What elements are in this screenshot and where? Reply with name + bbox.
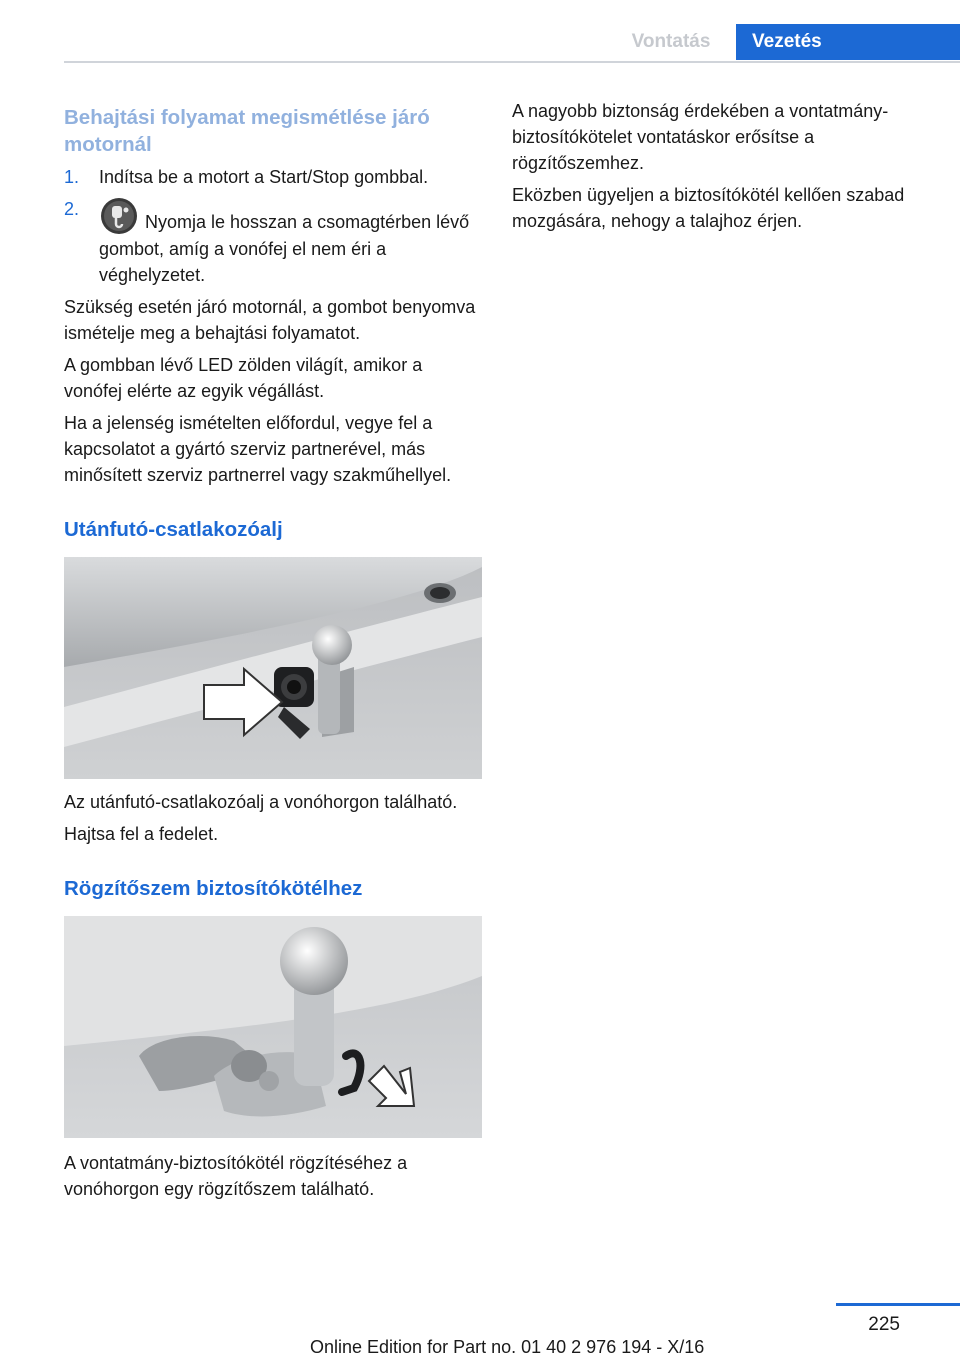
- step-number: 2.: [64, 199, 80, 219]
- paragraph: Ha a jelenség ismételten előfordul, vegye fel a kapcsolatot a gyártó szerviz partnerével, más minősített szerviz partnerrel vagy szakműhellyel.: [64, 413, 452, 485]
- paragraph: Szükség esetén járó motornál, a gombot benyomva ismételje meg a behajtási folyamatot.: [64, 297, 476, 343]
- header-tab-vezetes[interactable]: Vezetés: [736, 24, 960, 60]
- paragraph: Hajtsa fel a fedelet.: [64, 824, 219, 844]
- header-divider: [64, 61, 960, 63]
- trailer-socket-illustration: [64, 557, 482, 779]
- header-tab-vontatas[interactable]: Vontatás: [631, 31, 711, 52]
- footer-accent-line: [836, 1303, 960, 1306]
- left-column: [64, 104, 482, 1202]
- eyelet-figure: [64, 916, 482, 1138]
- paragraph: A gombban lévő LED zölden világít, amikor a vonófej elérte az egyik végállást.: [64, 355, 423, 401]
- section-title-repeat-extension: Behajtási folyamat megismétlése járó motornál: [64, 106, 430, 156]
- right-column: [512, 101, 930, 234]
- paragraph: A vontatmány-biztosítókötél rögzítéséhez a vonóhorgon egy rögzítőszem található.: [64, 1153, 408, 1199]
- page-number: 225: [868, 1314, 900, 1335]
- step-number: 1.: [64, 167, 80, 187]
- section-title-trailer-socket: Utánfutó-csatlakozóalj: [64, 518, 283, 541]
- trailer-socket-figure: [64, 557, 482, 779]
- step-list: [64, 164, 482, 288]
- section-title-eyelet: Rögzítőszem biztosítókötélhez: [64, 877, 363, 900]
- edition-text: Online Edition for Part no. 01 40 2 976 194 - X/16: [310, 1337, 705, 1357]
- tow-hook-button-icon: [99, 196, 139, 236]
- paragraph: Eközben ügyeljen a biztosítókötél kellően szabad mozgására, nehogy a talajhoz érjen.: [512, 185, 905, 231]
- step-text: Indítsa be a motort a Start/Stop gombbal.: [99, 167, 429, 187]
- step-text: Nyomja le hosszan a csomagtérben lévő gombot, amíg a vonófej el nem éri a véghelyzetet.: [99, 212, 470, 285]
- eyelet-illustration: [64, 916, 482, 1138]
- paragraph: A nagyobb biztonság érdekében a vontatmány-biztosítókötelet vontatáskor erősítse a rögzítőszemhez.: [512, 101, 889, 173]
- paragraph: Az utánfutó-csatlakozóalj a vonóhorgon található.: [64, 792, 458, 812]
- list-item: [64, 196, 482, 288]
- list-item: [64, 164, 482, 190]
